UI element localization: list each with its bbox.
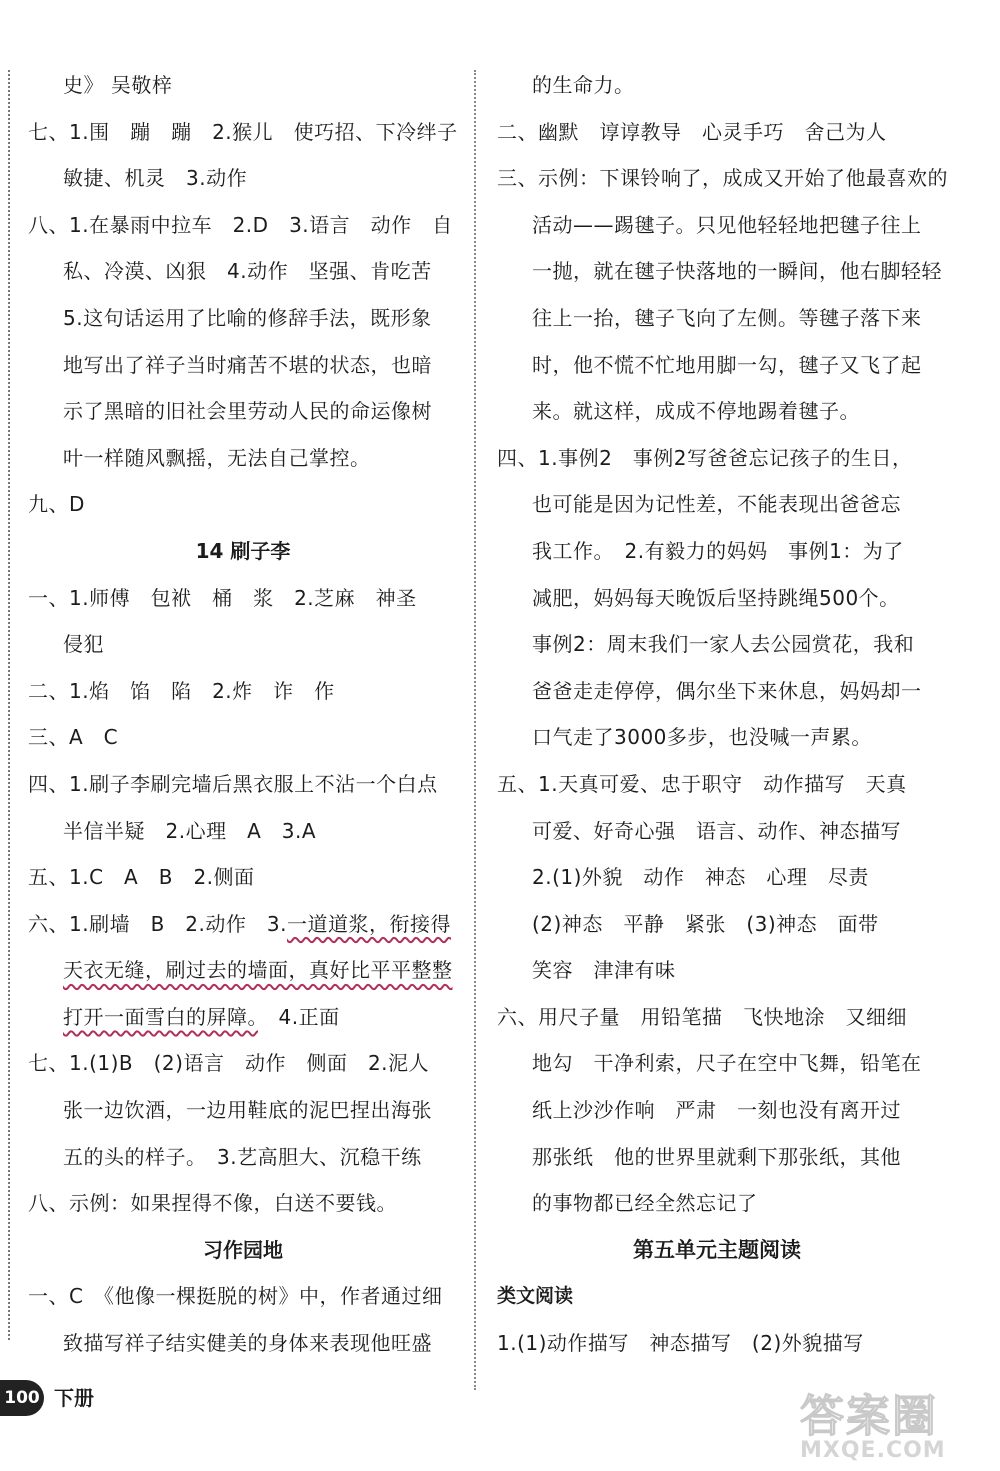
answer-line: 爸爸走走停停，偶尔坐下来休息，妈妈却一: [532, 678, 922, 703]
watermark-logo-text: 答案圈: [800, 1391, 938, 1442]
answer-line: 八、示例：如果捏得不像，白送不要钱。: [28, 1191, 397, 1216]
answer-line: 我工作。 2.有毅力的妈妈 事例1：为了: [532, 538, 904, 563]
answer-line: 事例2：周末我们一家人去公园赏花，我和: [532, 632, 915, 657]
answer-line: 笑容 津津有味: [532, 958, 676, 983]
watermark-logo: [800, 1380, 990, 1466]
answer-line: 七、1.围 蹦 蹦 2.猴儿 使巧招、下冷绊子: [28, 119, 458, 144]
page-number-badge: 100: [0, 1380, 44, 1416]
section-title-shuazili: 14 刷子李: [195, 538, 291, 563]
watermark-url: MXQE.COM: [800, 1438, 946, 1463]
wavy-underlined-quote: 一道道浆，衔接得: [286, 911, 451, 936]
answer-line: 的生命力。: [532, 73, 635, 97]
section-title-unit5: 第五单元主题阅读: [633, 1237, 801, 1262]
answer-line: 半信半疑 2.心理 A 3.A: [63, 818, 317, 843]
answer-line: 七、1.(1)B (2)语言 动作 侧面 2.泥人: [28, 1051, 430, 1076]
answer-line: 往上一抬，毽子飞向了左侧。等毽子落下来: [532, 305, 922, 330]
answer-line: 一、C 《他像一棵挺脱的树》中，作者通过细: [28, 1284, 443, 1309]
answer-line-six: 六、1.刷墙 B 2.动作 3.一道道浆，衔接得: [28, 911, 451, 936]
answer-line: 敏捷、机灵 3.动作: [63, 166, 248, 191]
answer-line: 张一边饮酒，一边用鞋底的泥巴捏出海张: [63, 1098, 432, 1123]
answer-line-last: 1.(1)动作描写 神态描写 (2)外貌描写: [497, 1331, 864, 1356]
answer-line: 史》 吴敬梓: [63, 73, 173, 97]
answer-line: (2)神态 平静 紧张 (3)神态 面带: [532, 911, 879, 936]
subheading-leiwen: 类文阅读: [497, 1285, 574, 1308]
answer-line: 时，他不慌不忙地用脚一勾，毽子又飞了起: [532, 352, 922, 377]
answer-line: 来。就这样，成成不停地踢着毽子。: [532, 399, 860, 424]
answer-line: 一抛，就在毽子快落地的一瞬间，他右脚轻轻: [532, 259, 942, 284]
answer-line: 地写出了祥子当时痛苦不堪的状态，也暗: [63, 352, 432, 377]
right-column: [497, 62, 948, 1367]
answer-line: 可爱、好奇心强 语言、动作、神态描写: [532, 818, 901, 843]
answer-line: 六、用尺子量 用铅笔描 飞快地涂 又细细: [497, 1004, 907, 1029]
answer-line: 四、1.刷子李刷完墙后黑衣服上不沾一个白点: [28, 771, 438, 796]
answer-line: 减肥，妈妈每天晚饭后坚持跳绳500个。: [532, 585, 900, 610]
answer-line: 致描写祥子结实健美的身体来表现他旺盛: [63, 1331, 432, 1356]
answer-line: 也可能是因为记性差，不能表现出爸爸忘: [532, 492, 901, 517]
answer-line: 一、1.师傅 包袱 桶 浆 2.芝麻 神圣: [28, 585, 417, 610]
answer-line: 的事物都已经全然忘记了: [532, 1191, 758, 1216]
answer-line: 2.(1)外貌 动作 神态 心理 尽责: [532, 865, 869, 890]
answer-line: 九、D: [28, 492, 85, 517]
answer-line: 五、1.天真可爱、忠于职守 动作描写 天真: [497, 771, 907, 796]
answer-line: 八、1.在暴雨中拉车 2.D 3.语言 动作 自: [28, 212, 453, 237]
answer-line: 四、1.事例2 事例2写爸爸忘记孩子的生日，: [497, 445, 913, 470]
binding-margin-dots: [8, 70, 10, 1340]
volume-label: 下册: [54, 1386, 94, 1410]
answer-line: 活动——踢毽子。只见他轻轻地把毽子往上: [532, 212, 922, 237]
answer-line: 三、A C: [28, 725, 119, 750]
answer-line: 三、示例：下课铃响了，成成又开始了他最喜欢的: [497, 166, 948, 191]
answer-line-six-end: 打开一面雪白的屏障。 4.正面: [63, 1004, 340, 1029]
answer-line: 侵犯: [63, 632, 104, 657]
answer-line: 5.这句话运用了比喻的修辞手法，既形象: [63, 305, 432, 330]
wavy-underlined-quote-end: 打开一面雪白的屏障。: [63, 1004, 258, 1029]
answer-line: 那张纸 他的世界里就剩下那张纸，其他: [532, 1144, 901, 1169]
column-divider: [474, 70, 476, 1390]
answer-line: 二、幽默 谆谆教导 心灵手巧 舍己为人: [497, 119, 887, 144]
answer-line: 五的头的样子。 3.艺高胆大、沉稳干练: [63, 1144, 422, 1169]
answer-line: 示了黑暗的旧社会里劳动人民的命运像树: [63, 399, 432, 424]
left-column: [28, 62, 458, 1367]
answer-line: 叶一样随风飘摇，无法自己掌控。: [63, 445, 371, 470]
answer-line-six-cont: [28, 947, 458, 994]
answer-line: 五、1.C A B 2.侧面: [28, 865, 255, 890]
answer-line: 二、1.焰 馅 陷 2.炸 诈 作: [28, 678, 335, 703]
wavy-underlined-quote-cont: 天衣无缝，刷过去的墙面，真好比平平整整: [63, 958, 453, 983]
section-title-xizuo: 习作园地: [203, 1237, 283, 1262]
answer-line: 私、冷漠、凶狠 4.动作 坚强、肯吃苦: [63, 259, 432, 284]
answer-line: 纸上沙沙作响 严肃 一刻也没有离开过: [532, 1098, 901, 1123]
answer-line: 地勾 干净利索，尺子在空中飞舞，铅笔在: [532, 1051, 922, 1076]
answer-line: 口气走了3000多步，也没喊一声累。: [532, 725, 872, 750]
